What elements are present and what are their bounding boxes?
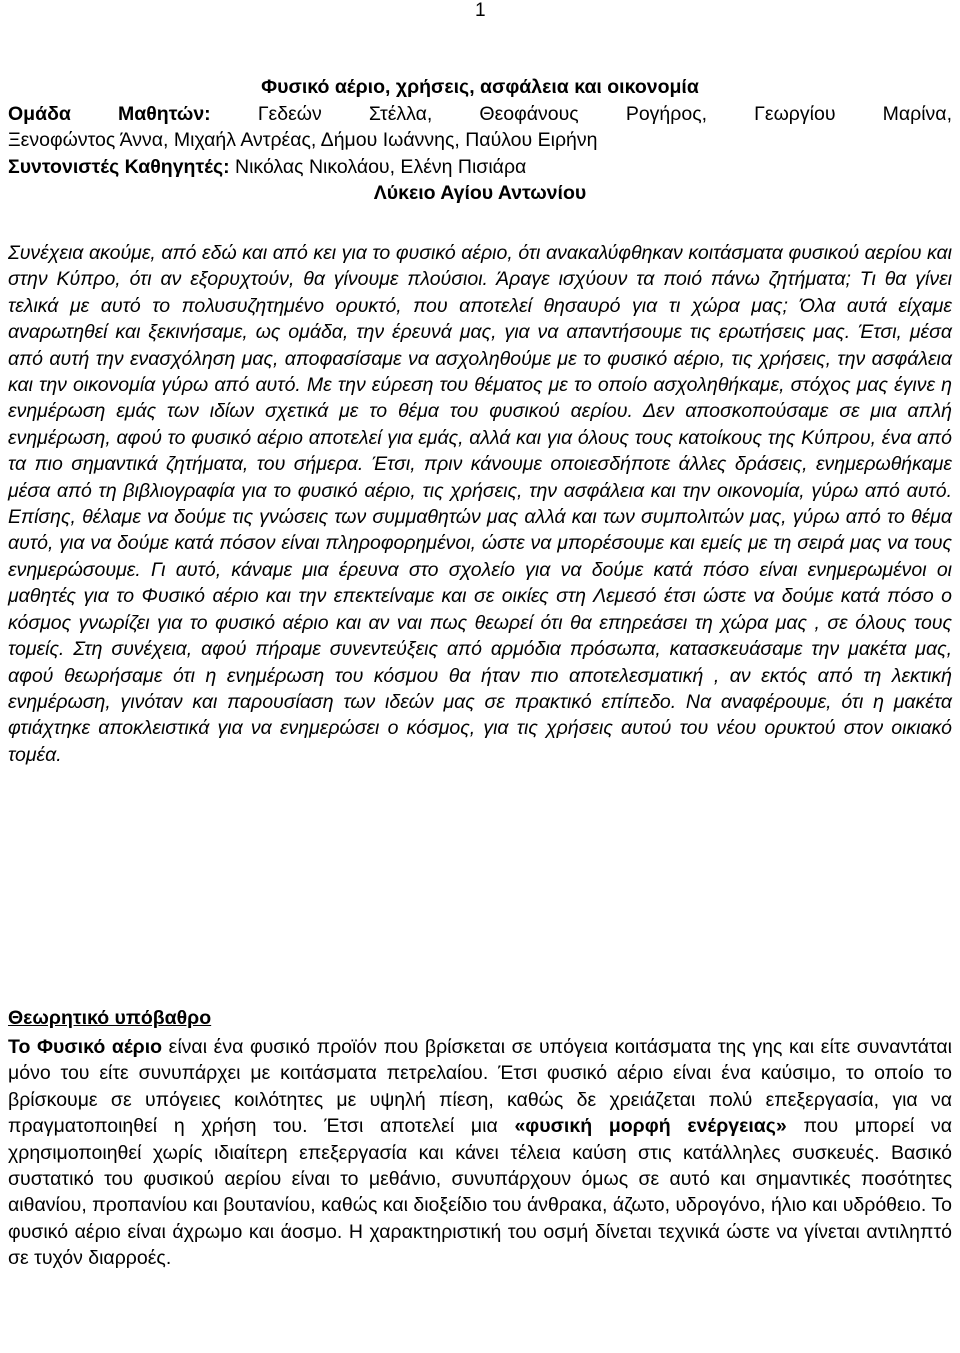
theory-paragraph [8,1034,952,1272]
theory-text-part2: που μπορεί να χρησιμοποιηθεί χωρίς ιδιαίτερη επεξεργασία και κάνει τέλεια καύση στις κατάλληλες συσκευές. Βασικό συστατικό του φυσικού αερίου είναι το μεθάνιο, συνυπάρχουν όμως σε αυτό και σημαντικές ποσότητες αιθανίου, προπανίου και βουτανίου, καθώς και διοξείδιο του άνθρακα, άζωτο, υδρογόνο, ήλιο και υδρόθειο. Το φυσικό αέριο είναι άχρωμο και άοσμο. Η χαρακτηριστική του οσμή δίνεται τεχνικά ώστε να γίνεται αντιληπτό σε τυχόν διαρροές. [8,1115,952,1270]
students-names-continued: Ξενοφώντος Άννα, Μιχαήλ Αντρέας, Δήμου Ιωάννης, Παύλου Ειρήνη [8,129,598,151]
document-title: Φυσικό αέριο, χρήσεις, ασφάλεια και οικονομία [261,76,699,98]
school-name: Λύκειο Αγίου Αντωνίου [373,182,587,204]
section-heading: Θεωρητικό υπόβαθρο [8,1007,212,1029]
teachers-label: Συντονιστές Καθηγητές: [8,155,230,178]
document-header [8,74,952,207]
teachers-names: Νικόλας Νικολάου, Ελένη Πισιάρα [235,155,527,178]
page-number: 1 [475,0,486,21]
intro-paragraph: Συνέχεια ακούμε, από εδώ και από κει για το φυσικό αέριο, ότι ανακαλύφθηκαν κοιτάσματα φυσικού αερίου και στην Κύπρο, ότι αν εξορυχτούν, θα γίνουμε πλούσιοι. Άραγε ισχύουν τα ποιό πάνω ζητήματα; Τι θα γίνει τελικά με αυτό το πολυσυζητημένο ορυκτό, που αποτελεί θησαυρό για τι χώρα μας; Όλα αυτά είχαμε αναρωτηθεί και ξεκινήσαμε, ως ομάδα, την έρευνά μας, για να απαντήσουμε τις ερωτήσεις μας. Έτσι, μέσα από αυτή την ενασχόληση μας, αποφασίσαμε να ασχοληθούμε με το φυσικό αέριο, τις χρήσεις, την ασφάλεια και την οικονομία γύρω από αυτό. Με την εύρεση του θέματος με το οποίο ασχοληθήκαμε, στόχος μας έγινε η ενημέρωση εμάς των ιδίων σχετικά με το θέμα του φυσικού αερίου. Δεν αποσκοπούσαμε σε μια απλή ενημέρωση, αφού το φυσικό αέριο αποτελεί για εμάς, αλλά και για όλους τους κατοίκους της Κύπρου, ένα από τα πιο σημαντικά ζητήματα, του σήμερα. Έτσι, πριν κάνουμε οποιεσδήποτε άλλες δράσεις, ενημερωθήκαμε μέσα από τη βιβλιογραφία για το φυσικό αέριο, τις χρήσεις, την ασφάλεια και την οικονομία, γύρω από αυτό. Επίσης, θέλαμε να δούμε τις γνώσεις των συμμαθητών μας αλλά και των συμπολιτών μας, γύρω από το θέμα αυτό, για να δούμε κατά πόσον είναι πληροφορημένοι, ώστε να μπορέσουμε και εμείς με τη σειρά μας να τους ενημερώσουμε. Γι αυτό, κάναμε μια έρευνα στο σχολείο για να δούμε κατά πόσο είναι ενημερωμένοι οι μαθητές για το Φυσικό αέριο και την επεκτείναμε και σε οικίες στη Λεμεσό έτσι ώστε να δούμε κατά πόσο ο κόσμος γνωρίζει για το φυσικό αέριο και αν ναι πως θεωρεί ότι θα επηρεάσει τη χώρα μας , σε όλους τους τομείς. Στη συνέχεια, αφού πήραμε συνεντεύξεις από αρμόδια πρόσωπα, κατασκευάσαμε την μακέτα μας, αφού θεωρήσαμε ότι η ενημέρωση του κόσμου θα ήταν πιο αποτελεσματική , αν εκτός από τη λεκτική ενημέρωση, γινόταν και παρουσίαση των ιδεών μας σε πρακτικό επίπεδο. Να αναφέρουμε, ότι η μακέτα φτιάχτηκε αποκλειστικά για να ενημερώσει ο κόσμος, για τις χρήσεις αυτού του νέου ορυκτού στον οικιακό τομέα. [8,242,952,766]
natural-gas-term: Το Φυσικό αέριο [8,1036,163,1058]
theory-text-part1: είναι ένα φυσικό προϊόν που βρίσκεται σε υπόγεια κοιτάσματα της γης και είτε συναντάται μόνο του είτε συνυπάρχει με κοιτάσματα πετρελαίου. Έτσι φυσικό αέριο είναι ένα καύσιμο, το οποίο το βρίσκουμε σε υπόγειες κοιλότητες με υψηλή πίεση, καθώς δε χρειάζεται πολύ επεξεργασία, για να πραγματοποιηθεί η χρήση του. Έτσι αποτελεί μια [8,1036,953,1138]
energy-form-term: «φυσική μορφή ενέργειας» [514,1115,787,1138]
teachers-line [8,154,952,181]
students-line [8,101,952,128]
students-names: Γεδεών Στέλλα, Θεοφάνους Ρογήρος, Γεωργίου Μαρίνα, [257,102,952,125]
students-label: Ομάδα Μαθητών: [8,102,211,125]
